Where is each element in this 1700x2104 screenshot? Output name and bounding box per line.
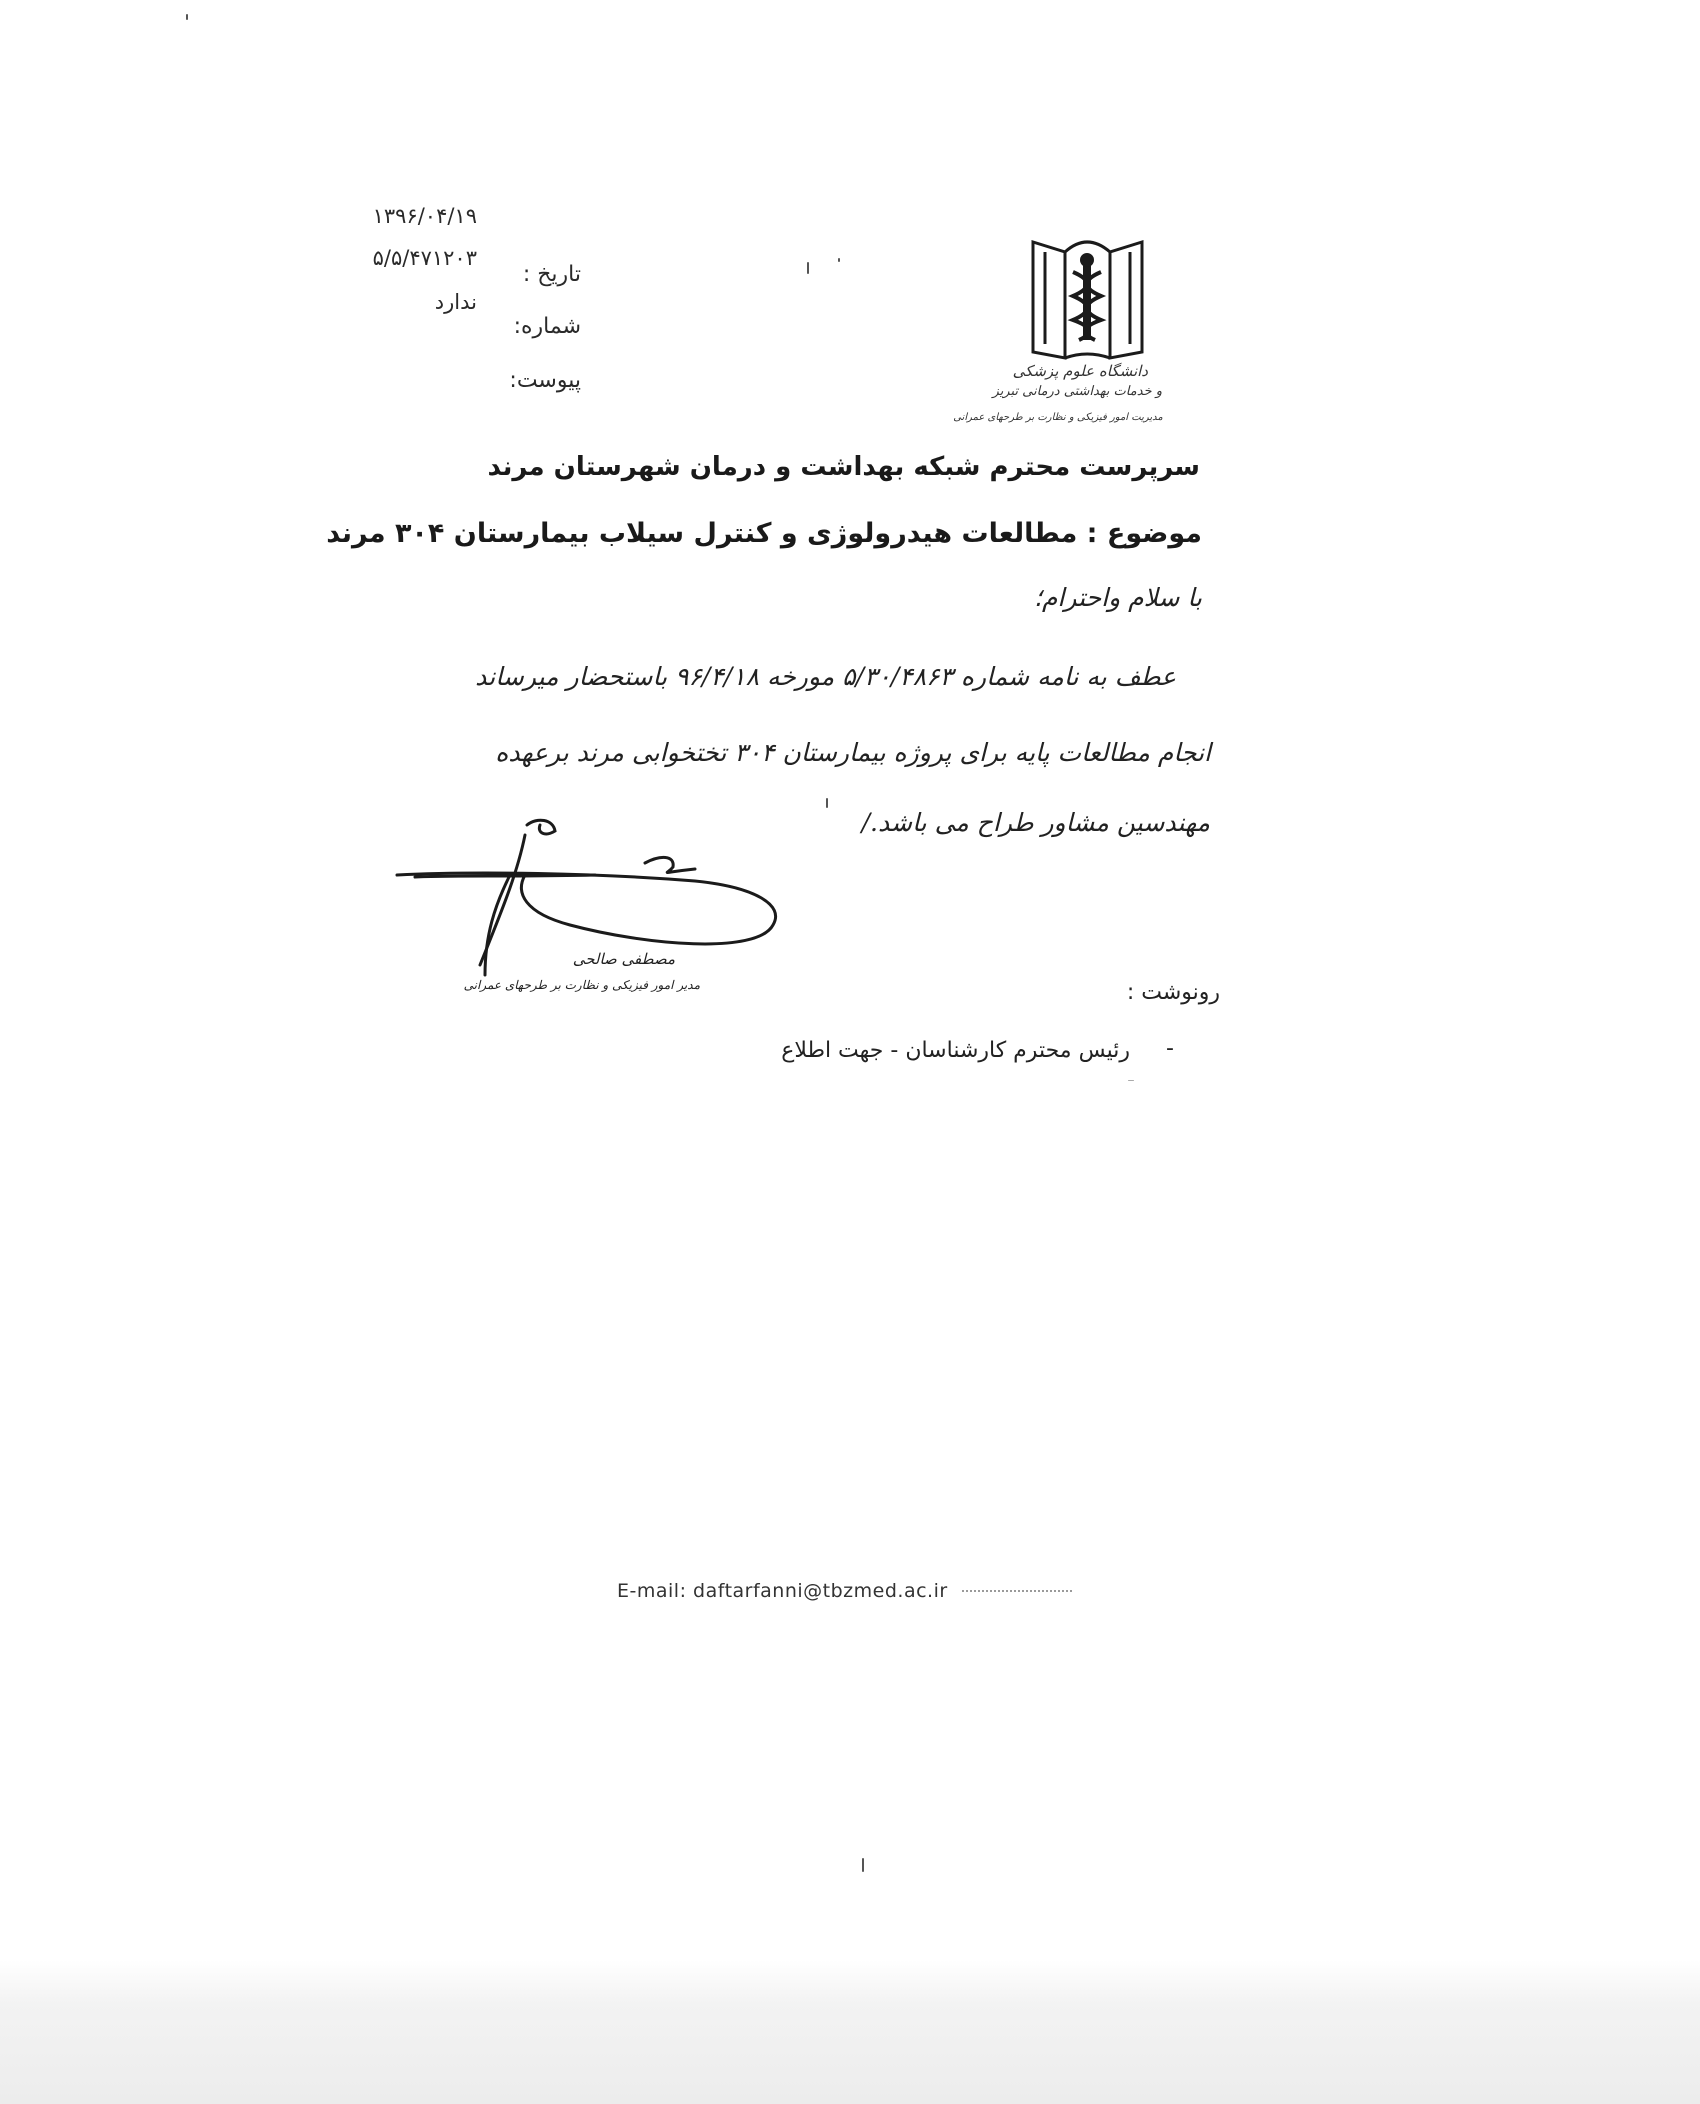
number-label: شماره: [513,314,581,339]
scan-speck [862,1858,864,1872]
letter-subject: موضوع : مطالعات هیدرولوژی و کنترل سیلاب بیمارستان ۳۰۴ مرند [326,518,1202,549]
cc-item-1: رئیس محترم کارشناسان - جهت اطلاع [781,1038,1130,1063]
date-value: ۱۳۹۶/۰۴/۱۹ [372,204,477,228]
org-name-line3: مدیریت امور فیزیکی و نظارت بر طرحهای عمرانی [953,412,1163,423]
letter-recipient: سرپرست محترم شبکه بهداشت و درمان شهرستان مرند [487,452,1200,482]
letter-body-line-3: مهندسین مشاور طراح می باشد./ [861,808,1210,837]
university-emblem-icon [1025,232,1150,367]
footer-faded-text [962,1590,1072,1595]
cc-dash: - [1166,1036,1174,1061]
letter-greeting: با سلام واحترام؛ [1034,583,1202,612]
signature-scribble [395,815,795,995]
signature-icon [395,815,795,995]
org-name-line1: دانشگاه علوم پزشکی [1012,362,1148,380]
university-logo [1025,232,1150,367]
signature-name: مصطفی صالحی [572,950,675,968]
scan-speck [1128,1080,1134,1081]
attachment-value: ندارد [434,290,477,314]
scan-speck [838,258,840,262]
footer-email: E-mail: daftarfanni@tbzmed.ac.ir [617,1580,948,1602]
scan-speck [807,262,809,274]
org-name-line2: و خدمات بهداشتی درمانی تبریز [992,384,1162,399]
number-value: ۵/۵/۴۷۱۲۰۳ [372,246,477,270]
signature-title: مدیر امور فیزیکی و نظارت بر طرحهای عمرانی [463,978,700,992]
letter-body-line-2: انجام مطالعات پایه برای پروژه بیمارستان ۳۰۴ تختخوابی مرند برعهده [495,738,1211,767]
cc-label: رونوشت : [1126,980,1220,1005]
scan-speck [186,14,188,20]
scan-shadow-band [0,1960,1700,2104]
scan-speck [826,798,828,808]
date-label: تاریخ : [522,262,581,287]
letter-body-line-1: عطف به نامه شماره ۵/۳۰/۴۸۶۳ مورخه ۹۶/۴/۱۸ باستحضار میرساند [475,662,1176,691]
attachment-label: پیوست: [509,368,581,393]
